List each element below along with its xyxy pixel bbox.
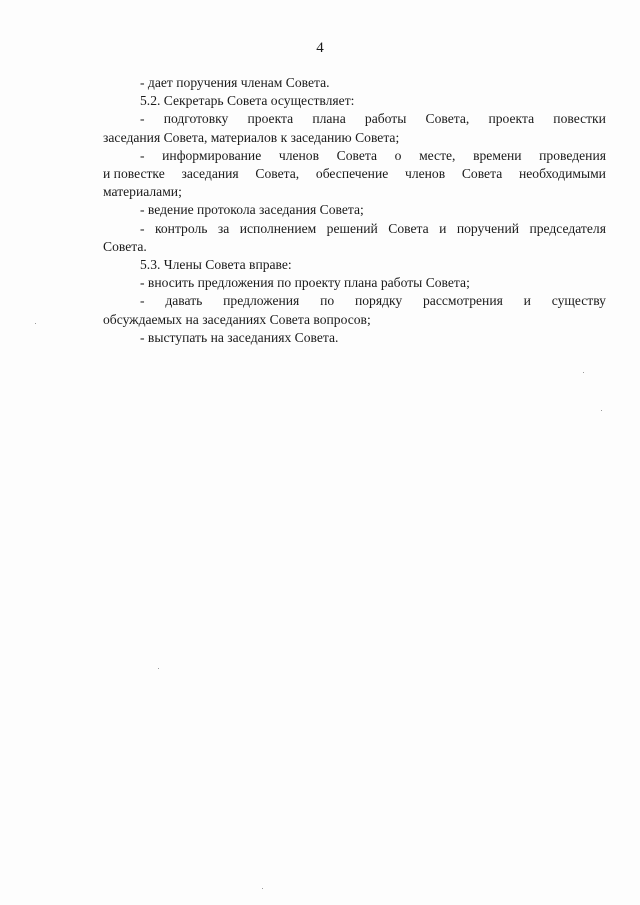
word: председателя [529, 220, 606, 236]
text-line: - вносить предложения по проекту плана работы Совета; [140, 275, 470, 291]
word: давать [165, 293, 203, 309]
text-line: - дает поручения членам Совета. [140, 75, 330, 90]
word: - [140, 147, 145, 163]
page-number: 4 [316, 40, 324, 56]
word: Совета [336, 147, 378, 163]
text-line: Совета. [103, 238, 147, 254]
word: и повестке [103, 166, 165, 182]
word: решений [326, 220, 378, 236]
text-line-justified [103, 110, 606, 128]
word: - [140, 111, 145, 127]
word: повестки [553, 111, 606, 127]
text-line-justified [103, 165, 606, 183]
text-line: материалами; [103, 184, 182, 200]
text-line: обсуждаемых на заседаниях Совета вопросов; [103, 311, 371, 327]
word: поручений [456, 220, 519, 236]
scan-speck [158, 668, 159, 669]
word: членов [404, 166, 446, 182]
word: проекта [247, 111, 294, 127]
word: по [320, 293, 335, 309]
text-line: заседания Совета, материалов к заседанию Совета; [103, 129, 400, 145]
scan-speck [601, 410, 602, 411]
text-line-justified [103, 220, 606, 238]
scan-speck [262, 888, 263, 889]
word: месте, [419, 147, 456, 163]
text-line: - выступать на заседаниях Совета. [140, 329, 339, 345]
scan-speck [583, 372, 584, 373]
section-heading: 5.2. Секретарь Совета осуществляет: [140, 93, 355, 109]
section-heading: 5.3. Члены Совета вправе: [140, 257, 292, 273]
word: и [523, 293, 531, 309]
word: порядку [354, 293, 403, 309]
word: заседания [181, 166, 239, 182]
word: - [140, 293, 145, 309]
text-line-justified [103, 292, 606, 310]
text-line-justified [103, 147, 606, 165]
word: проведения [539, 147, 606, 163]
word: и [439, 220, 447, 236]
word: проекта [488, 111, 535, 127]
word: о [394, 147, 402, 163]
word: рассмотрения [423, 293, 503, 309]
word: подготовку [163, 111, 229, 127]
word: информирование [162, 147, 262, 163]
text-line: - ведение протокола заседания Совета; [140, 202, 364, 218]
word: Совета, [425, 111, 470, 127]
word: времени [473, 147, 522, 163]
word: членов [278, 147, 320, 163]
scan-speck [35, 323, 36, 324]
word: плана [312, 111, 346, 127]
word: необходимыми [518, 166, 606, 182]
word: за [217, 220, 230, 236]
word: Совета, [255, 166, 300, 182]
word: предложения [223, 293, 300, 309]
word: работы [364, 111, 407, 127]
word: исполнением [239, 220, 317, 236]
word: Совета [388, 220, 429, 236]
word: Совета [461, 166, 503, 182]
word: обеспечение [315, 166, 389, 182]
word: контроль [154, 220, 208, 236]
word: существу [551, 293, 606, 309]
document-body [103, 74, 606, 347]
word: - [140, 220, 145, 236]
